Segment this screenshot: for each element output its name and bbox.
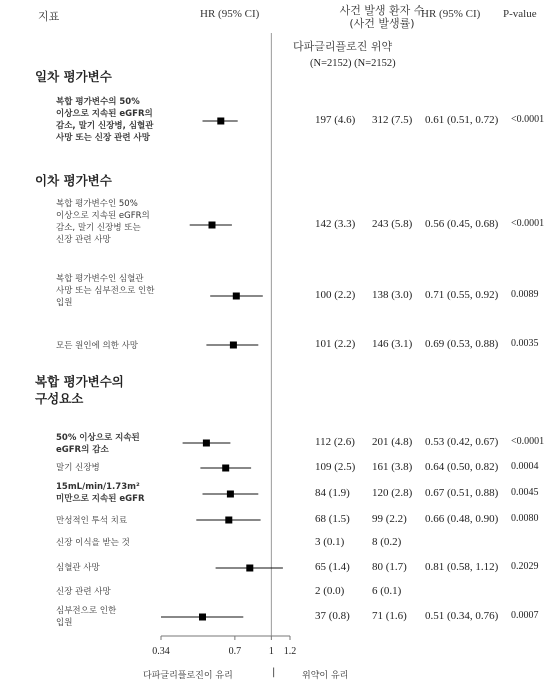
row-label: 말기 신장병 [56, 463, 100, 473]
row-dapagliflozin-events: 68 (1.5) [315, 513, 350, 525]
hr-point [246, 565, 253, 572]
row-placebo-events: 201 (4.8) [372, 436, 413, 448]
row-placebo-events: 161 (3.8) [372, 461, 413, 473]
row-placebo-events: 8 (0.2) [372, 536, 402, 548]
column-header-p-value: P-value [503, 8, 537, 20]
row-placebo-events: 243 (5.8) [372, 218, 413, 230]
row-placebo-events: 312 (7.5) [372, 114, 413, 126]
row-p-value: 0.0045 [511, 487, 539, 498]
row-dapagliflozin-events: 109 (2.5) [315, 461, 356, 473]
hr-point [203, 440, 210, 447]
hr-point [209, 222, 216, 229]
row-label: 모든 원인에 의한 사망 [56, 341, 139, 351]
hr-point [199, 614, 206, 621]
row-hr-ci: 0.61 (0.51, 0.72) [425, 114, 499, 126]
row-p-value: 0.0035 [511, 338, 539, 349]
row-placebo-events: 146 (3.1) [372, 338, 413, 350]
row-label: 50% 이상으로 지속된 eGFR의 감소 [56, 433, 140, 455]
row-label: 복합 평가변수인 50% 이상으로 지속된 eGFR의 감소, 말기 신장병 또는 신장 관련 사망 [56, 199, 150, 245]
hr-point [217, 118, 224, 125]
row-placebo-events: 138 (3.0) [372, 289, 413, 301]
row-label: 15mL/min/1.73m² 미만으로 지속된 eGFR [56, 482, 145, 504]
row-dapagliflozin-events: 2 (0.0) [315, 585, 345, 597]
x-tick-label: 0.34 [152, 646, 170, 657]
row-p-value: <0.0001 [511, 218, 545, 229]
row-label: 심혈관 사망 [56, 563, 100, 573]
row-placebo-events: 6 (0.1) [372, 585, 402, 597]
row-placebo-events: 71 (1.6) [372, 610, 407, 622]
column-header-indicator: 지표 [38, 10, 60, 23]
section-title-secondary: 이차 평가변수 [35, 173, 112, 188]
row-p-value: <0.0001 [511, 436, 545, 447]
column-header-events-line2: (사건 발생률) [349, 17, 415, 30]
column-header-hr-text: HR (95% CI) [421, 8, 481, 20]
x-tick-label: 1.2 [283, 646, 297, 657]
hr-point [230, 342, 237, 349]
row-p-value: 0.0080 [511, 513, 539, 524]
hr-point [222, 465, 229, 472]
row-dapagliflozin-events: 142 (3.3) [315, 218, 356, 230]
column-header-events-line1: 사건 발생 환자 수 [339, 4, 425, 17]
row-dapagliflozin-events: 112 (2.6) [315, 436, 355, 448]
row-dapagliflozin-events: 37 (0.8) [315, 610, 350, 622]
row-label: 심부전으로 인한 입원 [56, 606, 117, 628]
row-hr-ci: 0.81 (0.58, 1.12) [425, 561, 499, 573]
row-dapagliflozin-events: 84 (1.9) [315, 487, 350, 499]
row-p-value: 0.0089 [511, 289, 539, 300]
row-label: 복합 평가변수의 50% 이상으로 지속된 eGFR의 감소, 말기 신장병, 심혈관 사망 또는 신장 관련 사망 [56, 97, 154, 143]
row-dapagliflozin-events: 197 (4.6) [315, 114, 356, 126]
x-tick-label: 0.7 [228, 646, 242, 657]
row-p-value: 0.0004 [511, 461, 539, 472]
row-p-value: 0.2029 [511, 561, 539, 572]
row-hr-ci: 0.53 (0.42, 0.67) [425, 436, 499, 448]
arm-n-labels: (N=2152) (N=2152) [310, 58, 396, 69]
row-p-value: <0.0001 [511, 114, 545, 125]
arm-title: 다파글리플로진 위약 [293, 40, 393, 53]
row-hr-ci: 0.56 (0.45, 0.68) [425, 218, 499, 230]
section-title-components: 복합 평가변수의 구성요소 [35, 374, 124, 406]
favors-divider: | [272, 667, 276, 678]
hr-point [227, 491, 234, 498]
row-dapagliflozin-events: 3 (0.1) [315, 536, 345, 548]
x-tick-label: 1 [268, 646, 274, 657]
row-dapagliflozin-events: 65 (1.4) [315, 561, 350, 573]
row-placebo-events: 120 (2.8) [372, 487, 413, 499]
column-header-hr-plot: HR (95% CI) [200, 8, 260, 20]
row-hr-ci: 0.66 (0.48, 0.90) [425, 513, 499, 525]
row-label: 신장 이식을 받는 것 [56, 538, 130, 548]
row-dapagliflozin-events: 101 (2.2) [315, 338, 356, 350]
row-placebo-events: 80 (1.7) [372, 561, 407, 573]
hr-point [233, 293, 240, 300]
row-placebo-events: 99 (2.2) [372, 513, 407, 525]
row-label: 만성적인 투석 치료 [56, 516, 128, 526]
row-label: 신장 관련 사망 [56, 587, 111, 597]
row-hr-ci: 0.69 (0.53, 0.88) [425, 338, 499, 350]
row-hr-ci: 0.67 (0.51, 0.88) [425, 487, 499, 499]
row-label: 복합 평가변수인 심혈관 사망 또는 심부전으로 인한 입원 [56, 274, 155, 308]
favors-dapagliflozin-label: 다파글리플로진이 유리 [143, 671, 233, 681]
section-title-primary: 일차 평가변수 [35, 69, 112, 84]
row-hr-ci: 0.51 (0.34, 0.76) [425, 610, 499, 622]
favors-placebo-label: 위약이 유리 [302, 671, 349, 681]
row-p-value: 0.0007 [511, 610, 539, 621]
row-hr-ci: 0.64 (0.50, 0.82) [425, 461, 499, 473]
row-dapagliflozin-events: 100 (2.2) [315, 289, 356, 301]
row-hr-ci: 0.71 (0.55, 0.92) [425, 289, 499, 301]
hr-point [225, 517, 232, 524]
